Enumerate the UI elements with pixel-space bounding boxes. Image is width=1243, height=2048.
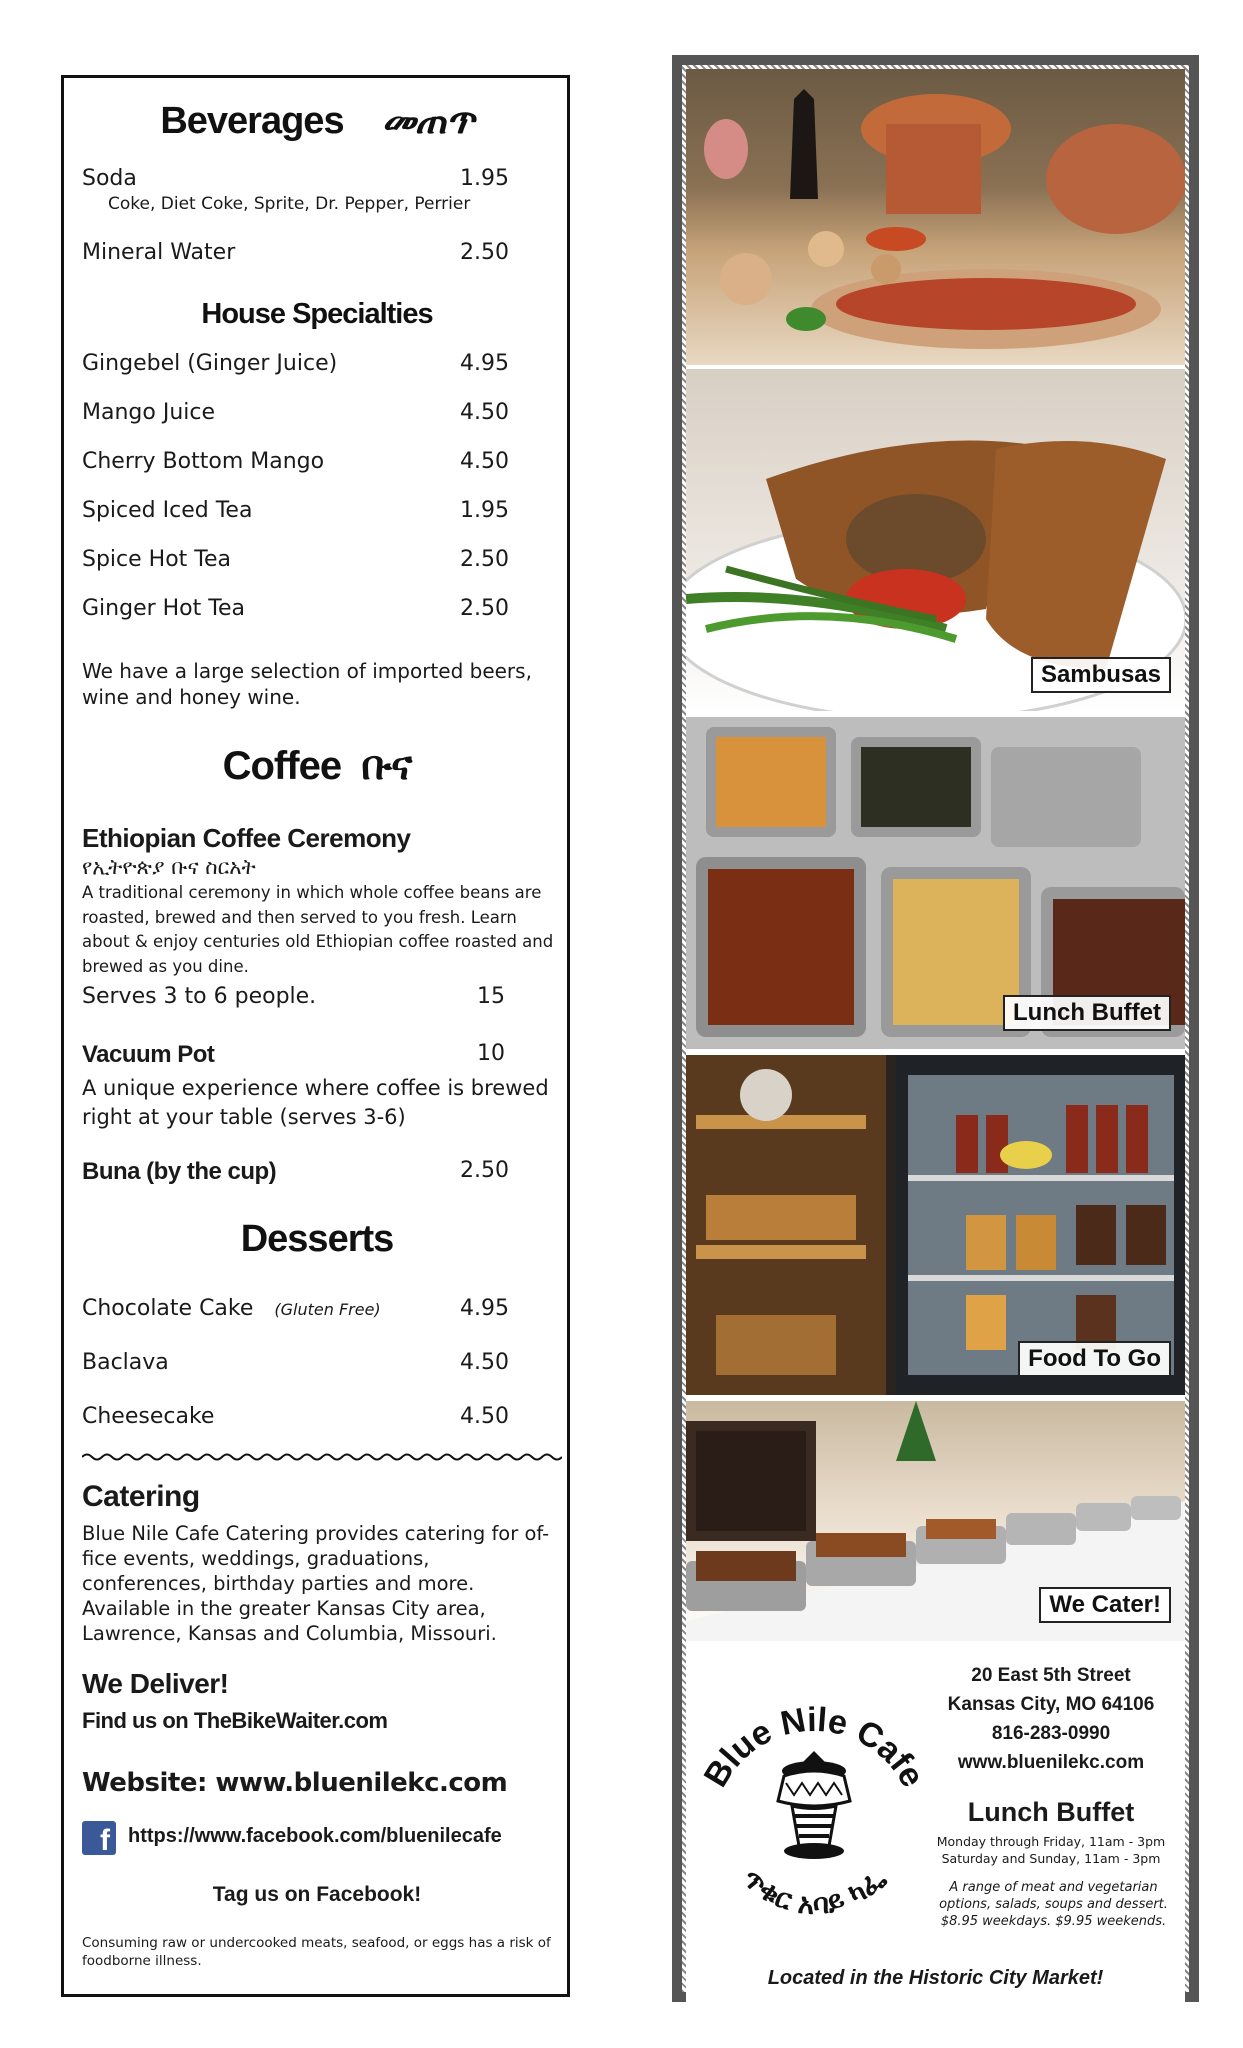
wavy-divider	[82, 1452, 562, 1462]
blue-nile-cafe-logo	[694, 1671, 934, 1951]
beer-wine-note: We have a large selection of imported beers, wine and honey wine.	[82, 659, 532, 709]
beverages-title-amharic: መጠጥ	[381, 100, 474, 142]
menu-panel	[61, 75, 570, 1997]
menu-item: Cherry Bottom Mango 4.50	[82, 449, 509, 474]
we-cater-photo	[686, 1401, 1185, 1641]
coffee-title: Coffee ቡና	[222, 744, 412, 788]
sambusas-photo	[686, 369, 1185, 711]
catering-description: Blue Nile Cafe Catering provides catering for of-fice events, weddings, graduations, conferences, birthday parties and more. Available in the greater Kansas City area, Lawrence, Kansas and Columbia, Missouri.	[82, 1522, 550, 1645]
buna-row	[82, 1150, 552, 1199]
soda-options: Coke, Diet Coke, Sprite, Dr. Pepper, Perrier	[108, 194, 471, 214]
lunch-buffet-label: Lunch Buffet	[1003, 995, 1171, 1031]
food-to-go-photo	[686, 1055, 1185, 1395]
beverages-list	[82, 158, 552, 281]
coffee-ceremony-serves: Serves 3 to 6 people. 15	[82, 984, 505, 1009]
buna-price: 2.50	[460, 1158, 509, 1183]
photo-column	[686, 69, 1185, 1988]
coffee-ceremony-price: 15	[477, 984, 505, 1009]
spread-illustration	[686, 69, 1185, 365]
ethiopian-spread-photo	[686, 69, 1185, 365]
svg-text:ጥቁር አባይ ካፌ	[736, 1861, 892, 1921]
facebook-row[interactable]	[82, 1821, 552, 1857]
house-specialties-title: House Specialties	[201, 298, 433, 330]
gluten-free-note: (Gluten Free)	[274, 1300, 381, 1319]
desserts-list	[82, 1288, 552, 1450]
basket-icon	[778, 1751, 850, 1859]
coffee-title-amharic: ቡና	[361, 744, 412, 788]
coffee-ceremony-amharic: የኢትዮጵያ ቡና ስርአት	[82, 855, 256, 879]
historic-market-tagline: Located in the Historic City Market!	[767, 1967, 1104, 1989]
food-to-go-label: Food To Go	[1018, 1341, 1171, 1377]
weekday-hours: Monday through Friday, 11am - 3pm	[936, 1834, 1166, 1849]
bike-waiter-link[interactable]: Find us on TheBikeWaiter.com	[82, 1708, 388, 1733]
lunch-buffet-photo	[686, 717, 1185, 1049]
weekend-hours: Saturday and Sunday, 11am - 3pm	[941, 1851, 1161, 1866]
desserts-title: Desserts	[240, 1218, 394, 1260]
menu-item: Ginger Hot Tea 2.50	[82, 596, 509, 621]
menu-item: Gingebel (Ginger Juice) 4.95	[82, 351, 509, 376]
menu-item: Spice Hot Tea 2.50	[82, 547, 509, 572]
coffee-ceremony-description: A traditional ceremony in which whole coffee beans are roasted, brewed and then served to you fresh. Learn about & enjoy centuries old Ethiopian coffee roasted and brewed as you dine.	[82, 883, 554, 976]
catering-title: Catering	[82, 1480, 200, 1513]
coffee-ceremony-title: Ethiopian Coffee Ceremony	[82, 823, 411, 853]
cafe-address	[926, 1661, 1176, 1777]
we-deliver-title: We Deliver!	[82, 1668, 229, 1699]
logo-text: Blue Nile Cafe	[696, 1700, 932, 1794]
menu-item: Mango Juice 4.50	[82, 400, 509, 425]
menu-item-mineral-water: Mineral Water 2.50	[82, 240, 509, 265]
menu-item-cheesecake: Cheesecake 4.50	[82, 1404, 509, 1429]
phone-number[interactable]: 816-283-0990	[991, 1723, 1111, 1744]
photo-column-frame	[672, 55, 1199, 2002]
facebook-icon: f	[82, 1821, 116, 1855]
food-safety-disclaimer: Consuming raw or undercooked meats, seafood, or eggs has a risk of foodborne illness.	[82, 1935, 551, 1969]
logo-amharic: ጥቁር አባይ ካፌ	[736, 1861, 892, 1921]
facebook-url[interactable]: https://www.facebook.com/bluenilecafe	[128, 1825, 502, 1847]
tag-us-facebook: Tag us on Facebook!	[212, 1883, 422, 1906]
buna-title: Buna (by the cup)	[82, 1158, 277, 1185]
address-line-1: 20 East 5th Street	[971, 1665, 1131, 1686]
vacuum-pot-description: A unique experience where coffee is brewed right at your table (serves 3-6)	[82, 1076, 549, 1129]
cafe-website[interactable]: www.bluenilekc.com	[957, 1752, 1145, 1773]
menu-item-soda: Soda 1.95 Coke, Diet Coke, Sprite, Dr. Pepper, Perrier	[82, 166, 509, 214]
lunch-buffet-title: Lunch Buffet	[967, 1797, 1135, 1827]
vacuum-pot-price: 10	[477, 1041, 505, 1066]
menu-item-chocolate-cake: Chocolate Cake (Gluten Free) 4.95	[82, 1296, 509, 1321]
address-line-2: Kansas City, MO 64106	[947, 1694, 1155, 1715]
cafe-info-block	[686, 1649, 1185, 2004]
we-cater-label: We Cater!	[1039, 1587, 1171, 1623]
vacuum-pot-title: Vacuum Pot	[82, 1041, 215, 1068]
lunch-buffet-description: A range of meat and vegetarian options, salads, soups and dessert. $8.95 weekdays. $9.95 weekends.	[939, 1880, 1168, 1929]
house-specialties-list	[82, 343, 552, 637]
beverages-title: Beverages መጠጥ	[160, 100, 474, 142]
sambusas-label: Sambusas	[1031, 657, 1171, 693]
menu-item-baclava: Baclava 4.50	[82, 1350, 509, 1375]
menu-item: Spiced Iced Tea 1.95	[82, 498, 509, 523]
lunch-buffet-hours	[926, 1833, 1176, 1867]
website-link[interactable]: Website: www.bluenilekc.com	[82, 1768, 508, 1798]
